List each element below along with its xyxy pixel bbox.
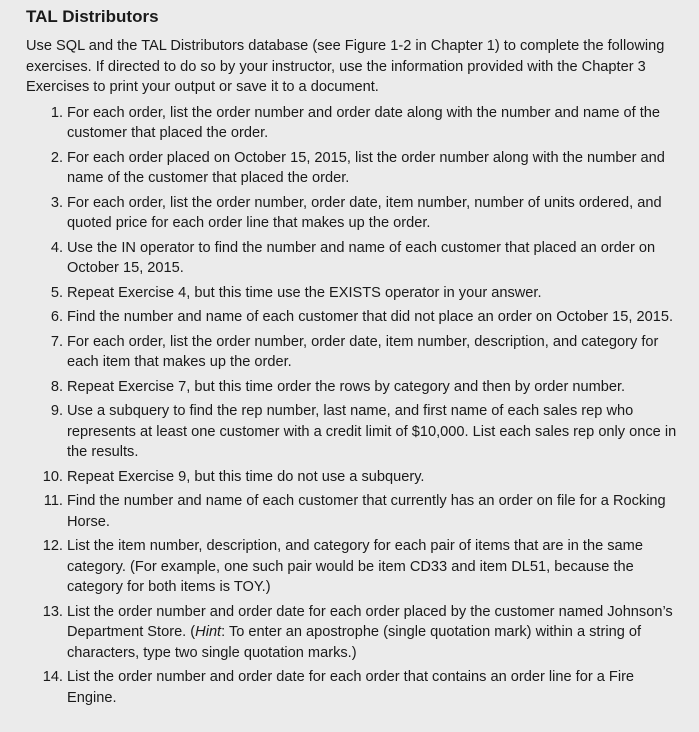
intro-paragraph: Use SQL and the TAL Distributors database (see Figure 1-2 in Chapter 1) to complete the following exercises. If directed to do so by your instructor, use the information provided with the Chapter 3 Exercises to print your output or save it to a document. [26, 38, 665, 95]
exercise-number: 6. [50, 309, 63, 325]
exercise-text-before-hint: List the order number and order date for each order placed by the customer named Johnson’s Department Store. ( [67, 603, 673, 640]
exercise-item [26, 602, 691, 664]
exercise-text: For each order placed on October 15, 2015, list the order number along with the number and name of the customer that placed the order. [67, 149, 665, 186]
exercise-item [26, 283, 691, 304]
exercise-text: Use a subquery to find the rep number, last name, and first name of each sales rep who represents at least one customer with a credit limit of $10,000. List each sales rep only once in the results. [67, 403, 677, 460]
exercise-number: 7. [50, 333, 63, 350]
exercise-number: 12. [42, 538, 63, 554]
exercise-number: 2. [50, 149, 63, 166]
exercise-item [26, 467, 691, 488]
exercise-number: 13. [42, 603, 63, 620]
exercise-text: Repeat Exercise 7, but this time order the rows by category and then by order number. [67, 378, 626, 395]
exercise-item [26, 667, 691, 708]
exercise-text: Repeat Exercise 4, but this time use the EXISTS operator in your answer. [67, 284, 542, 301]
exercise-number: 8. [50, 378, 63, 395]
exercise-item [26, 238, 691, 279]
exercise-item [26, 332, 691, 373]
exercise-text: For each order, list the order number, order date, item number, number of units ordered, and quoted price for each order line that makes up the order. [67, 194, 662, 231]
exercise-number: 11. [43, 493, 63, 509]
exercise-item [26, 148, 691, 189]
exercise-number: 14. [42, 669, 63, 685]
exercise-item [26, 536, 691, 598]
exercise-item [26, 193, 691, 234]
exercise-text: List the item number, description, and category for each pair of items that are in the same category. (For example, one such pair would be item CD33 and item DL51, because the category for both items is TOY.) [67, 538, 643, 595]
exercise-text: List the order number and order date for each order that contains an order line for a Fire Engine. [67, 669, 635, 706]
exercise-text: Use the IN operator to find the number and name of each customer that placed an order on October 15, 2015. [67, 239, 656, 276]
exercise-text [67, 602, 691, 664]
exercise-item [26, 377, 691, 398]
exercise-number: 10. [42, 468, 63, 485]
exercise-number: 9. [50, 403, 63, 419]
exercise-item [26, 103, 691, 144]
exercise-number: 3. [50, 194, 63, 211]
exercise-text: Find the number and name of each customer that currently has an order on file for a Rocking Horse. [67, 493, 666, 530]
exercise-text: For each order, list the order number and order date along with the number and name of the customer that placed the order. [67, 104, 661, 141]
exercise-number: 5. [50, 284, 63, 301]
exercise-item [26, 401, 691, 463]
section-title: TAL Distributors [26, 7, 159, 26]
hint-label: Hint [195, 624, 222, 640]
exercise-text-after-hint: : To enter an apostrophe (single quotation mark) within a string of characters, type two single quotation marks.) [67, 624, 642, 661]
exercise-number: 4. [50, 239, 63, 256]
exercise-list [26, 103, 691, 709]
exercise-item [26, 491, 691, 532]
exercise-number: 1. [50, 104, 63, 121]
exercise-item [26, 307, 691, 328]
exercise-text: For each order, list the order number, order date, item number, description, and category for each item that makes up the order. [67, 333, 659, 370]
exercise-text: Find the number and name of each customer that did not place an order on October 15, 2015. [67, 309, 674, 325]
exercise-text: Repeat Exercise 9, but this time do not use a subquery. [67, 468, 425, 485]
